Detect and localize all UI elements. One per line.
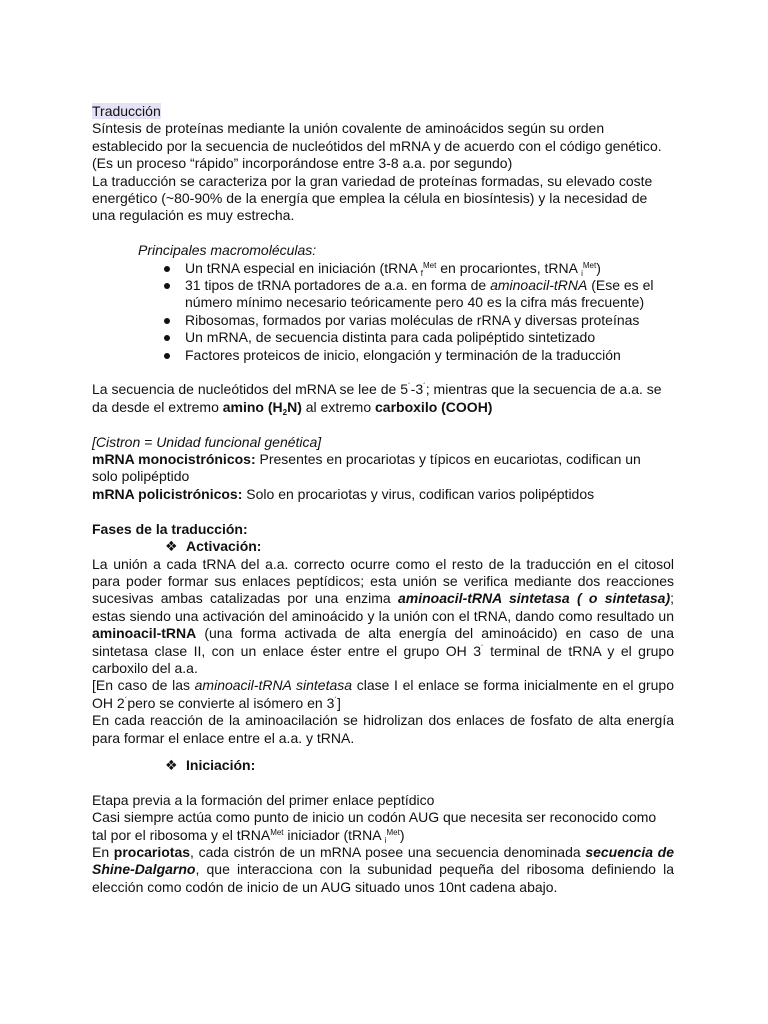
initiation-line: Casi siempre actúa como punto de inicio un codón AUG que necesita ser reconocido como xyxy=(92,809,657,826)
sequence-paragraph xyxy=(92,381,674,416)
mono-line: mRNA monocistrónicos: Presentes en procariotas y típicos en eucariotas, codifican un xyxy=(92,451,641,468)
bullet-icon xyxy=(164,318,170,324)
intro-line: Síntesis de proteínas mediante la unión covalente de aminoácidos según su orden xyxy=(92,120,605,137)
sequence-line: da desde el extremo amino $(H_2N)$ al extremo carboxilo (COOH) xyxy=(92,398,493,417)
bullet-icon xyxy=(164,283,170,289)
spacer xyxy=(92,774,674,791)
initiation-paragraph: En procariotas, cada cistrón de un mRNA posee una secuencia denominada secuencia de Shine-Dalgarno, que interacciona con la subunidad pequeña del ribosoma definiendo la elección como codón de inicio de un AUG situado unos 10nt cadena abajo. xyxy=(92,843,675,895)
bullet-icon xyxy=(164,353,170,359)
intro-line: La traducción se caracteriza por la gran variedad de proteínas formadas, su elevado coste xyxy=(92,172,653,189)
list-item: Factores proteicos de inicio, elongación y terminación de la traducción xyxy=(92,347,674,364)
initiation-line: tal por el ribosoma y el tRNA$^{Met}$ iniciador (tRNA $_i^{Met}$) xyxy=(92,826,405,845)
phases-heading: Fases de la traducción: xyxy=(92,520,248,537)
list-item: Ribosomas, formados por varias moléculas de rRNA y diversas proteínas xyxy=(92,312,674,329)
activation-note: [En caso de las aminoacil-tRNA sintetasa clase I el enlace se forma inicialmente en el grupo OH 2´pero se convierte al isómero en 3´] xyxy=(92,677,674,711)
intro-block xyxy=(92,120,674,224)
mono-line: solo polipéptido xyxy=(92,468,190,485)
bullet-icon xyxy=(164,266,170,272)
intro-line: una regulación es muy estrecha. xyxy=(92,207,295,224)
poli-line: mRNA policistrónicos: Solo en procariotas y virus, codifican varios polipéptidos xyxy=(92,485,595,502)
activation-energy: En cada reacción de la aminoacilación se hidrolizan dos enlaces de fosfato de alta energía para formar el enlace entre el a.a. y tRNA. xyxy=(92,712,674,746)
spacer xyxy=(92,416,674,433)
intro-line: (Es un proceso “rápido” incorporándose entre 3-8 a.a. por segundo) xyxy=(92,155,513,172)
title-highlight: Traducción xyxy=(92,103,161,119)
spacer xyxy=(92,747,674,757)
list-item: Un tRNA especial en iniciación (tRNA $_f^{Met}$ en procariontes, tRNA $_i^{Met}$) xyxy=(92,260,674,277)
spacer xyxy=(92,225,674,242)
sequence-line: La secuencia de nucleótidos del mRNA se lee de 5´-3´; mientras que la secuencia de a.a. se xyxy=(92,381,662,398)
diamond-bullet-icon: ❖ xyxy=(165,756,178,773)
initiation-heading: ❖ Iniciación: xyxy=(165,756,256,773)
spacer xyxy=(92,503,674,520)
list-item: 31 tipos de tRNA portadores de a.a. en forma de aminoacil-tRNA (Ese es el número mínimo necesario teóricamente pero 40 es la cifra más frecuente) xyxy=(92,277,674,312)
macromolecules-heading: Principales macromoléculas: xyxy=(138,242,317,259)
activation-paragraph: La unión a cada tRNA del a.a. correcto ocurre como el resto de la traducción en el citosol para poder formar sus enlaces peptídicos; esta unión se verifica mediante dos reacciones sucesivas ambas catalizadas por una enzima aminoacil-tRNA sintetasa ( o sintetasa); estas siendo una activación del aminoácido y la unión con el tRNA, dando como resultado un aminoacil-tRNA (una forma activada de alta energía del aminoácido) en caso de una sintetasa clase II, con un enlace éster entre el grupo OH 3´ terminal de tRNA y el grupo carboxilo del a.a. xyxy=(92,555,675,676)
macromolecules-list xyxy=(92,260,674,364)
activation-heading: ❖ Activación: xyxy=(165,538,262,555)
diamond-bullet-icon: ❖ xyxy=(165,538,178,555)
cistron-definition: [Cistron = Unidad funcional genética] xyxy=(92,433,322,450)
bullet-icon xyxy=(164,335,170,341)
list-item: Un mRNA, de secuencia distinta para cada polipéptido sintetizado xyxy=(92,329,674,346)
spacer xyxy=(92,364,674,381)
intro-line: energético (~80-90% de la energía que emplea la célula en biosíntesis) y la necesidad de xyxy=(92,190,648,207)
initiation-line: Etapa previa a la formación del primer enlace peptídico xyxy=(92,791,435,808)
intro-line: establecido por la secuencia de nucleótidos del mRNA y de acuerdo con el código genético. xyxy=(92,137,662,154)
document-body xyxy=(92,103,674,896)
section-title xyxy=(92,103,674,120)
cistron-block xyxy=(92,434,674,504)
